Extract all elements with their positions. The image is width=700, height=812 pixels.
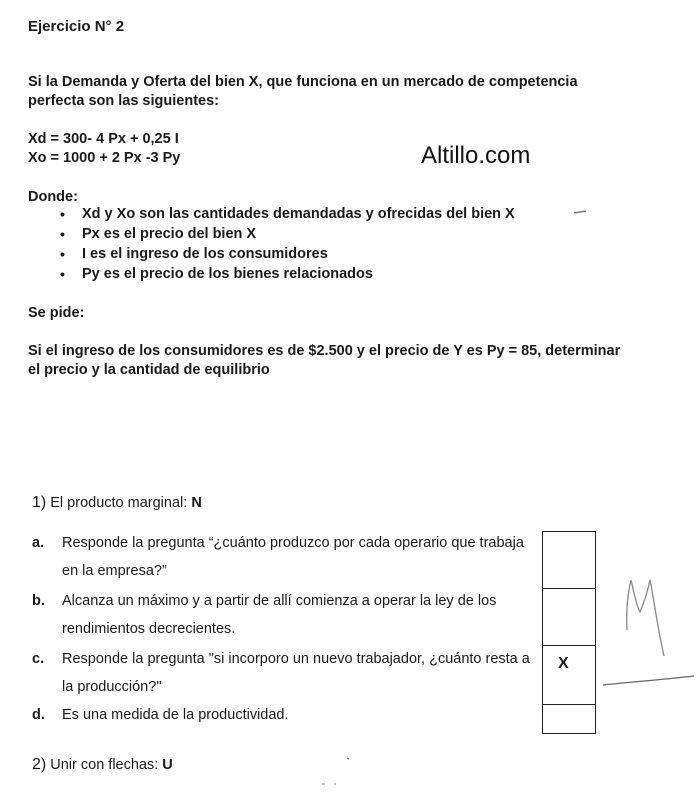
- supply-equation: Xo = 1000 + 2 Px -3 Py: [28, 150, 181, 166]
- question-1-number: 1): [32, 494, 47, 511]
- exercise-heading: Ejercicio N° 2: [28, 18, 125, 35]
- pen-stroke: [574, 211, 586, 213]
- handwritten-m-glyph: [627, 580, 664, 656]
- option-d-text: Es una medida de la productividad.: [62, 707, 289, 723]
- option-c-text: Responde la pregunta "si incorporo un nuevo trabajador, ¿cuánto resta a la producción?": [62, 651, 530, 695]
- question-2-answer: U: [162, 757, 173, 773]
- list-item: • Py es el precio de los bienes relacionados: [60, 264, 515, 284]
- option-d-letter: d.: [32, 707, 45, 723]
- question-1-text: El producto marginal:: [50, 495, 192, 511]
- option-b-letter: b.: [32, 593, 45, 609]
- question-1-answer: N: [191, 495, 202, 511]
- question-2-text: Unir con flechas:: [50, 757, 163, 773]
- donde-label: Donde:: [28, 189, 78, 205]
- watermark-text: Altillo.com: [421, 142, 531, 169]
- intro-paragraph: Si la Demanda y Oferta del bien X, que funciona en un mercado de competencia perfecta son las siguientes:: [28, 74, 578, 109]
- question-2-number: 2): [32, 756, 47, 773]
- pen-stroke: [347, 758, 349, 759]
- list-item: • I es el ingreso de los consumidores: [60, 244, 515, 264]
- list-item: • Px es el precio del bien X: [60, 224, 515, 244]
- option-b-text: Alcanza un máximo y a partir de allí comienza a operar la ley de los rendimientos decrecientes.: [62, 593, 497, 637]
- pen-stroke: [603, 676, 694, 685]
- check-mark: X: [558, 655, 569, 672]
- option-c-letter: c.: [32, 651, 45, 667]
- option-a-letter: a.: [32, 535, 45, 551]
- se-pide-label: Se pide:: [28, 305, 85, 321]
- demand-equation: Xd = 300- 4 Px + 0,25 I: [28, 131, 179, 147]
- list-item: • Xd y Xo son las cantidades demandadas y ofrecidas del bien X: [60, 204, 515, 224]
- option-a-text: Responde la pregunta “¿cuánto produzco por cada operario que trabaja en la empresa?”: [62, 535, 524, 579]
- task-paragraph: Si el ingreso de los consumidores es de $2.500 y el precio de Y es Py = 85, determinar el precio y la cantidad de equilibrio: [28, 343, 621, 378]
